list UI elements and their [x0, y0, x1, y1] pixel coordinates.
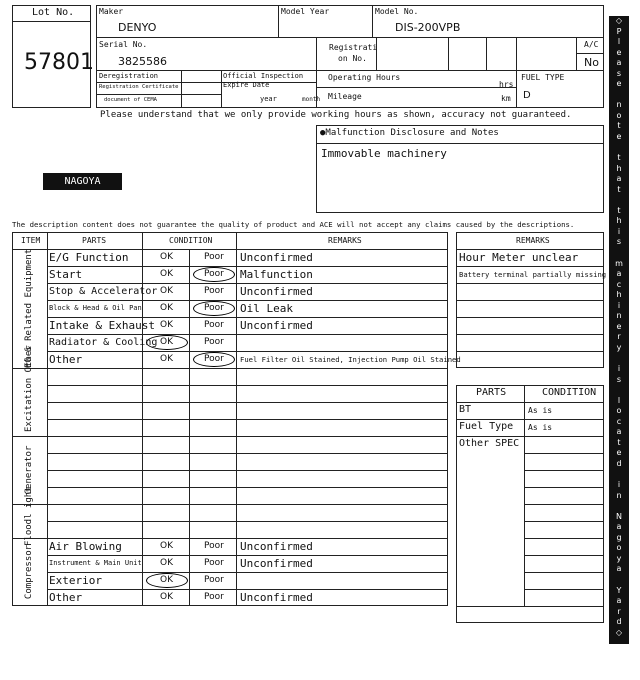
- part-name: Radiator & Cooling: [49, 337, 158, 348]
- sidebar-char: n: [616, 100, 622, 110]
- header-condition: CONDITION: [169, 236, 213, 245]
- sidebar-char: a: [616, 58, 622, 68]
- sidebar-char: l: [617, 37, 621, 47]
- location-tag: NAGOYA: [43, 173, 122, 190]
- sidebar-text: [609, 16, 629, 637]
- sidebar-char: [609, 195, 629, 206]
- location-sidebar: [609, 16, 629, 644]
- ok-option[interactable]: OK: [160, 252, 173, 262]
- sidebar-char: [609, 248, 629, 259]
- ok-option[interactable]: OK: [160, 558, 173, 568]
- sidebar-char: r: [617, 606, 621, 616]
- fuel-type-value: D: [523, 90, 531, 101]
- sidebar-char: c: [616, 416, 622, 426]
- operating-hours-label: Operating Hours: [328, 73, 401, 82]
- poor-option[interactable]: Poor: [204, 269, 224, 279]
- part-name: Start: [49, 268, 83, 281]
- sidebar-char: a: [616, 564, 622, 574]
- deregistration-label: Deregistration: [99, 72, 159, 80]
- sidebar-char: i: [617, 226, 621, 236]
- part-name: E/G Function: [49, 251, 129, 264]
- sidebar-char: [609, 470, 629, 481]
- registration-certificate-label: Registration Certificate: [99, 84, 179, 90]
- remark: Unconfirmed: [240, 540, 313, 553]
- sidebar-char: a: [616, 522, 622, 532]
- selected-mark: [146, 335, 188, 350]
- part-name: Air Blowing: [49, 540, 122, 553]
- header-item: ITEM: [21, 236, 41, 245]
- inspection-year: year: [260, 95, 277, 103]
- mileage-label: Mileage: [328, 92, 362, 101]
- poor-option[interactable]: Poor: [204, 286, 224, 296]
- right-part-name: BT: [459, 404, 472, 415]
- sidebar-char: t: [617, 153, 621, 163]
- sidebar-char: e: [616, 79, 622, 89]
- sidebar-char: s: [616, 237, 622, 247]
- model-no-value: DIS-200VPB: [395, 21, 461, 34]
- sidebar-char: s: [616, 68, 622, 78]
- mileage-unit: km: [501, 94, 511, 103]
- remark: Unconfirmed: [240, 591, 313, 604]
- sidebar-char: g: [616, 532, 622, 542]
- sidebar-char: l: [617, 395, 621, 405]
- right-part-condition: As is: [528, 406, 553, 415]
- sidebar-char: ◇: [615, 627, 623, 637]
- ok-option[interactable]: OK: [160, 286, 173, 296]
- malfunction-text: Immovable machinery: [321, 147, 447, 160]
- cema-label: document of CEMA: [104, 97, 157, 103]
- selected-mark: [193, 267, 235, 282]
- remark: Unconfirmed: [240, 285, 313, 298]
- sidebar-char: [609, 354, 629, 365]
- serial-label: Serial No.: [99, 40, 148, 49]
- registration-label-1: Registrati: [329, 43, 378, 52]
- sidebar-char: d: [616, 617, 622, 627]
- sidebar-char: i: [617, 480, 621, 490]
- sidebar-char: t: [617, 205, 621, 215]
- right-parts-header: PARTS: [476, 387, 507, 398]
- right-part-name: Fuel Type: [459, 421, 514, 432]
- poor-option[interactable]: Poor: [204, 592, 224, 602]
- sidebar-char: [609, 501, 629, 512]
- sidebar-char: [609, 90, 629, 101]
- right-remark-item: Battery terminal partially missing: [459, 270, 607, 279]
- malfunction-title: ●Malfunction Disclosure and Notes: [320, 128, 499, 138]
- poor-option[interactable]: Poor: [204, 337, 224, 347]
- sidebar-char: n: [616, 311, 622, 321]
- header-parts: PARTS: [82, 236, 107, 245]
- group-generator: Generator: [24, 445, 34, 495]
- sidebar-char: a: [616, 269, 622, 279]
- sidebar-char: t: [617, 437, 621, 447]
- right-part-name: Other SPEC: [459, 438, 520, 449]
- ac-label: A/C: [584, 40, 599, 49]
- selected-mark: [193, 301, 235, 316]
- poor-option[interactable]: Poor: [204, 303, 224, 313]
- sidebar-char: h: [616, 163, 622, 173]
- poor-option[interactable]: Poor: [204, 558, 224, 568]
- poor-option[interactable]: Poor: [204, 252, 224, 262]
- right-remark-item: Hour Meter unclear: [459, 251, 579, 264]
- disclaimer: The description content does not guarantee the quality of product and ACE will not accept any claims caused by the descriptions.: [12, 220, 575, 229]
- part-name: Instrument & Main Unit: [49, 559, 142, 567]
- sidebar-char: h: [616, 290, 622, 300]
- remark: Unconfirmed: [240, 557, 313, 570]
- remark: Malfunction: [240, 268, 313, 281]
- operating-hours-unit: hrs: [499, 80, 514, 89]
- remark: Fuel Filter Oil Stained, Injection Pump Oil Stained: [240, 355, 461, 364]
- selected-mark: [146, 573, 188, 588]
- ok-option[interactable]: OK: [160, 303, 173, 313]
- selected-mark: [193, 352, 235, 367]
- sidebar-char: a: [616, 596, 622, 606]
- part-name: Other: [49, 353, 83, 366]
- sidebar-char: o: [616, 406, 622, 416]
- sidebar-char: y: [616, 342, 622, 352]
- poor-option[interactable]: Poor: [204, 320, 224, 330]
- sidebar-char: a: [616, 174, 622, 184]
- sidebar-char: e: [616, 321, 622, 331]
- model-no-label: Model No.: [375, 7, 419, 16]
- sidebar-char: Y: [616, 585, 622, 595]
- sidebar-char: r: [617, 332, 621, 342]
- ok-option[interactable]: OK: [160, 592, 173, 602]
- maker-label: Maker: [99, 7, 124, 16]
- ok-option[interactable]: OK: [160, 320, 173, 330]
- right-condition-header: CONDITION: [542, 387, 597, 398]
- model-year-label: Model Year: [281, 7, 330, 16]
- fuel-type-label: FUEL TYPE: [521, 73, 565, 82]
- sidebar-char: N: [616, 511, 622, 521]
- ok-option[interactable]: OK: [160, 337, 173, 347]
- right-remarks-header: REMARKS: [516, 236, 550, 245]
- remark: Unconfirmed: [240, 251, 313, 264]
- poor-option[interactable]: Poor: [204, 354, 224, 364]
- group-floodlight: Floodl ight: [24, 486, 34, 546]
- serial-value: 3825586: [118, 55, 167, 68]
- inspection-label-1: Official Inspection: [223, 72, 304, 80]
- sidebar-char: m: [615, 258, 623, 268]
- lot-label: Lot No.: [32, 7, 75, 18]
- sidebar-char: e: [616, 47, 622, 57]
- malfunction-box: [316, 125, 604, 213]
- sidebar-char: n: [616, 490, 622, 500]
- sidebar-char: o: [616, 110, 622, 120]
- sidebar-char: P: [616, 26, 622, 36]
- sidebar-char: [609, 385, 629, 396]
- sidebar-char: [609, 143, 629, 154]
- poor-option[interactable]: Poor: [204, 575, 224, 585]
- inspection-label-2: Expire Date: [223, 81, 270, 89]
- sidebar-char: d: [616, 458, 622, 468]
- header-remarks: REMARKS: [328, 236, 362, 245]
- part-name: Stop & Accelerator: [49, 286, 158, 297]
- sidebar-char: t: [617, 184, 621, 194]
- poor-option[interactable]: Poor: [204, 541, 224, 551]
- sidebar-char: ◇: [615, 16, 623, 25]
- group-excitation: Excitation Other: [24, 345, 34, 432]
- hours-notice: Please understand that we only provide working hours as shown, accuracy not guaranteed.: [100, 110, 572, 120]
- sidebar-char: s: [616, 374, 622, 384]
- sidebar-char: h: [616, 216, 622, 226]
- sidebar-char: i: [617, 364, 621, 374]
- part-name: Exterior: [49, 574, 102, 587]
- group-compressor: Compressor: [24, 544, 34, 600]
- sidebar-char: i: [617, 300, 621, 310]
- sidebar-char: e: [616, 448, 622, 458]
- part-name: Other: [49, 591, 83, 604]
- sidebar-char: t: [617, 121, 621, 131]
- inspection-month: month: [302, 96, 321, 103]
- part-name: Intake & Exhaust: [49, 319, 155, 332]
- sidebar-char: o: [616, 543, 622, 553]
- remark: Unconfirmed: [240, 319, 313, 332]
- part-name: Block & Head & Oil Pan: [49, 304, 142, 312]
- lot-number: 57801: [24, 50, 94, 75]
- sidebar-char: [609, 575, 629, 586]
- sidebar-char: y: [616, 553, 622, 563]
- ok-option[interactable]: OK: [160, 354, 173, 364]
- right-part-condition: As is: [528, 423, 553, 432]
- maker-value: DENYO: [118, 21, 157, 34]
- ok-option[interactable]: OK: [160, 575, 173, 585]
- sidebar-char: a: [616, 427, 622, 437]
- ok-option[interactable]: OK: [160, 269, 173, 279]
- ok-option[interactable]: OK: [160, 541, 173, 551]
- sidebar-char: c: [616, 279, 622, 289]
- group-eg: EG & Related Equipment: [24, 248, 34, 368]
- ac-value: No: [584, 56, 599, 69]
- remark: Oil Leak: [240, 302, 293, 315]
- registration-label-2: on No.: [338, 54, 367, 63]
- sidebar-char: e: [616, 132, 622, 142]
